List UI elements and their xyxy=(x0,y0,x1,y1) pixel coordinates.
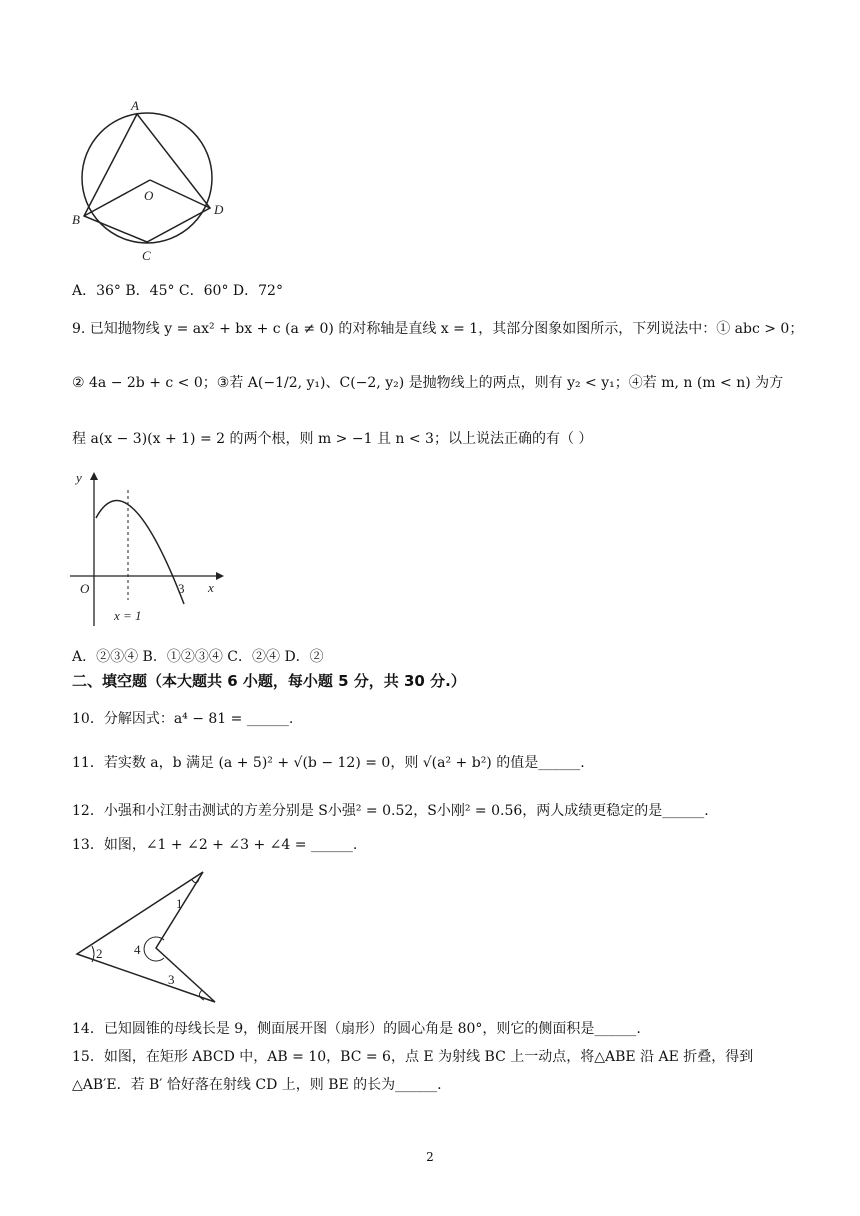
q15-line-2: △AB′E．若 B′ 恰好落在射线 CD 上，则 BE 的长为______. xyxy=(72,1077,442,1093)
graph-axis-label: x = 1 xyxy=(114,608,142,623)
angle-4-label: 4 xyxy=(134,942,141,957)
q11: 11．若实数 a，b 满足 (a + 5)² + √(b − 12) = 0，则 √(a² + b²) 的值是______. xyxy=(72,755,585,771)
angle-3-label: 3 xyxy=(168,972,175,987)
q9-line-1: 9. 已知抛物线 y = ax² + bx + c (a ≠ 0) 的对称轴是直线 x = 1，其部分图象如图所示，下列说法中：① abc > 0； xyxy=(72,321,804,337)
page-number: 2 xyxy=(426,1150,434,1164)
graph-root-label: 3 xyxy=(178,581,185,596)
section-title: 二、填空题（本大题共 6 小题，每小题 5 分，共 30 分.） xyxy=(72,672,466,690)
circle-figure xyxy=(72,96,232,268)
label-o: O xyxy=(144,188,154,203)
q9-line-3: 程 a(x − 3)(x + 1) = 2 的两个根，则 m > −1 且 n < 3；以上说法正确的有（ ） xyxy=(72,431,593,447)
q9-choices: A．②③④ B．①②③④ C．②④ D．② xyxy=(72,649,324,665)
angle-2-label: 2 xyxy=(96,946,103,961)
label-b: B xyxy=(72,212,80,227)
q15-line-1: 15．如图，在矩形 ABCD 中，AB = 10，BC = 6，点 E 为射线 BC 上一动点，将△ABE 沿 AE 折叠，得到 xyxy=(72,1049,754,1065)
label-d: D xyxy=(214,202,224,217)
parabola-graph xyxy=(66,466,226,638)
graph-x-label: x xyxy=(208,580,214,595)
graph-origin-label: O xyxy=(80,581,90,596)
q13: 13．如图，∠1 + ∠2 + ∠3 + ∠4 = ______. xyxy=(72,837,358,853)
q9-line-2: ② 4a − 2b + c < 0；③若 A(−1/2, y₁)、C(−2, y₂) 是抛物线上的两点，则有 y₂ < y₁；④若 m, n (m < n) 为方 xyxy=(72,375,784,391)
q8-choices: A．36° B．45° C．60° D．72° xyxy=(72,283,283,299)
q12: 12．小强和小江射击测试的方差分别是 S小强² = 0.52，S小刚² = 0.56，两人成绩更稳定的是______. xyxy=(72,803,709,819)
angle-1-label: 1 xyxy=(176,896,183,911)
label-a: A xyxy=(131,98,139,113)
angle-figure xyxy=(72,866,222,1008)
graph-y-label: y xyxy=(76,470,82,485)
q14: 14．已知圆锥的母线长是 9，侧面展开图（扇形）的圆心角是 80°，则它的侧面积是______. xyxy=(72,1021,641,1037)
label-c: C xyxy=(142,248,151,263)
q10: 10．分解因式：a⁴ − 81 = ______. xyxy=(72,711,294,727)
